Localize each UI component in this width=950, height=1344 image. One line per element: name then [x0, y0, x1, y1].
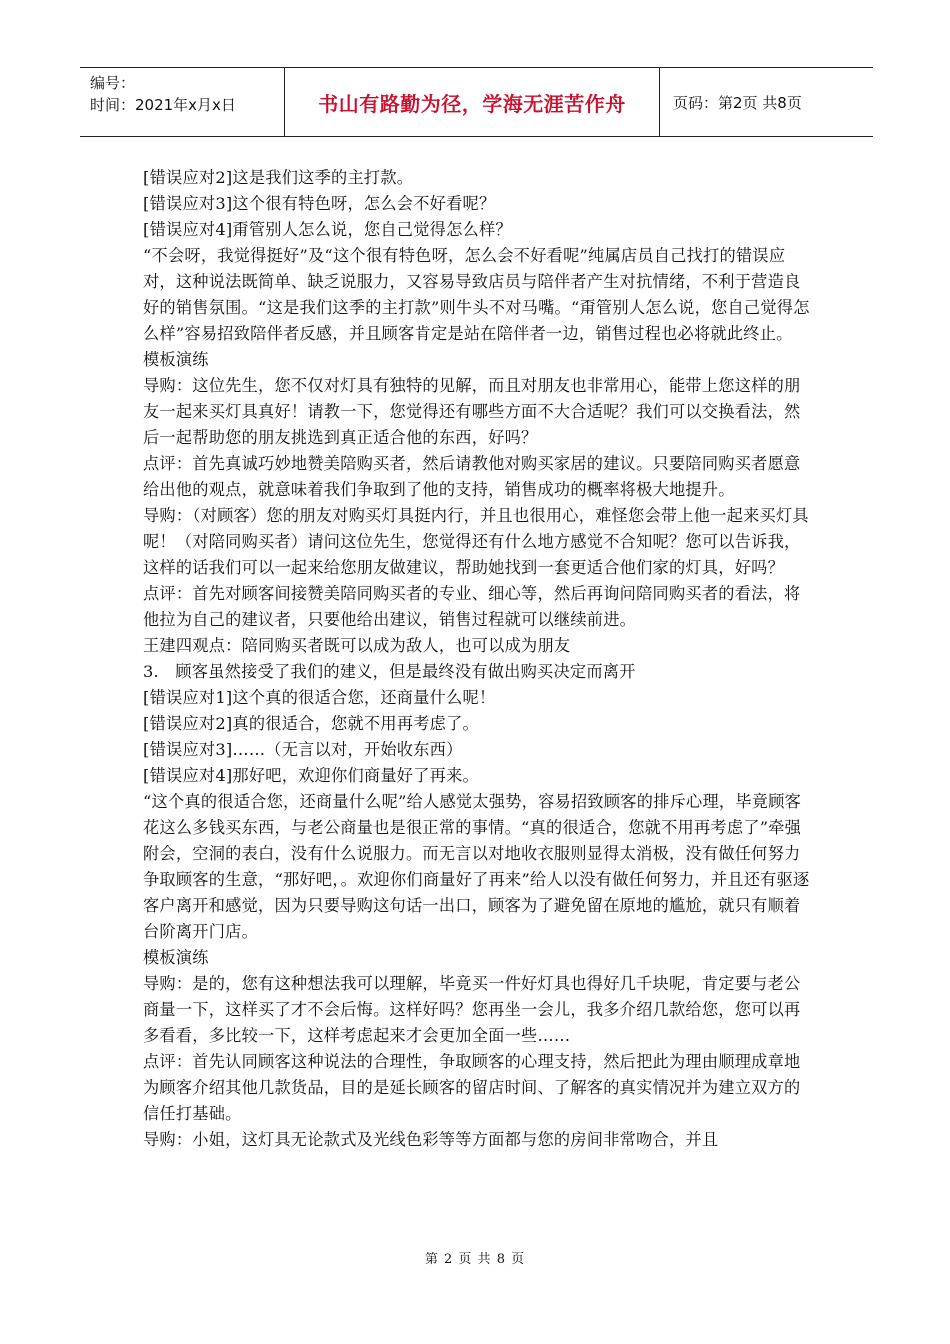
paragraph: [错误应对4]甭管别人怎么说，您自己觉得怎么样？	[143, 220, 512, 239]
paragraph: 导购：（对顾客）您的朋友对购买灯具挺内行，并且也很用心，难怪您会带上他一起来买灯具呢！（对陪同购买者）请问这位先生，您觉得还有什么地方感觉不合知呢？您可以告诉我，这样的话我们可以一起来给您朋友做建议，帮助她找到一套更适合他们家的灯具，好吗？	[143, 506, 809, 577]
paragraph: [错误应对4]那好吧，欢迎你们商量好了再来。	[143, 766, 479, 785]
paragraph: 导购：小姐，这灯具无论款式及光线色彩等等方面都与您的房间非常吻合，并且	[143, 1130, 719, 1149]
paragraph: “这个真的很适合您，还商量什么呢”给人感觉太强势，容易招致顾客的排斥心理，毕竟顾客花这么多钱买东西，与老公商量也是很正常的事情。“真的很适合，您就不用再考虑了”牵强附会，空洞的表白，没有什么说服力。而无言以对地收衣服则显得太消极，没有做任何努力争取顾客的生意，“那好吧，。欢迎你们商量好了再来”给人以没有做任何努力，并且还有驱逐客户离开和感觉，因为只要导购这句话一出口，顾客为了避免留在原地的尴尬，就只有顺着台阶离开门店。	[143, 792, 810, 941]
paragraph: “不会呀，我觉得挺好”及“这个很有特色呀，怎么会不好看呢”纯属店员自己找打的错误应对，这种说法既简单、缺乏说服力，又容易导致店员与陪伴者产生对抗情绪，不利于营造良好的销售氛围。“这是我们这季的主打款”则牛头不对马嘴。“甭管别人怎么说，您自己觉得怎么样”容易招致陪伴者反感，并且顾客肯定是站在陪伴者一边，销售过程也必将就此终止。	[143, 246, 810, 343]
header-meta	[80, 68, 285, 136]
section-heading: 模板演练	[143, 948, 209, 967]
paragraph: [错误应对1]这个真的很适合您，还商量什么呢！	[143, 688, 496, 707]
paragraph: 点评：首先对顾客间接赞美陪同购买者的专业、细心等，然后再询问陪同购买者的看法，将他拉为自己的建议者，只要他给出建议，销售过程就可以继续前进。	[143, 584, 801, 629]
paragraph: [错误应对2]真的很适合，您就不用再考虑了。	[143, 714, 479, 733]
page-footer: 第 2 页 共 8 页	[424, 1252, 526, 1267]
document-number-label: 编号：	[90, 74, 136, 92]
numbered-heading: 3. 顾客虽然接受了我们的建义，但是最终没有做出购买决定而离开	[143, 662, 636, 681]
header-motto: 书山有路勤为径，学海无涯苦作舟	[285, 68, 660, 136]
document-body	[143, 165, 815, 1153]
paragraph: 王建四观点：陪同购买者既可以成为敌人，也可以成为朋友	[143, 636, 571, 655]
page-header	[80, 67, 873, 137]
document-time-label: 时间：2021年x月x日	[90, 96, 236, 114]
header-page-label: 页码：第2页 共8页	[673, 93, 802, 112]
paragraph: 点评：首先认同顾客这种说法的合理性，争取顾客的心理支持，然后把此为理由顺理成章地为顾客介绍其他几款货品，目的是延长顾客的留店时间、了解客的真实情况并为建立双方的信任打基础。	[143, 1052, 801, 1123]
paragraph: 点评：首先真诚巧妙地赞美陪购买者，然后请教他对购买家居的建议。只要陪同购买者愿意给出他的观点，就意味着我们争取到了他的支持，销售成功的概率将极大地提升。	[143, 454, 801, 499]
paragraph: [错误应对3]这个很有特色呀，怎么会不好看呢？	[143, 194, 496, 213]
paragraph: [错误应对3]……（无言以对，开始收东西）	[143, 740, 463, 759]
section-heading: 模板演练	[143, 350, 209, 369]
paragraph: 导购：是的，您有这种想法我可以理解，毕竟买一件好灯具也得好几千块呢，肯定要与老公商量一下，这样买了才不会后悔。这样好吗？您再坐一会儿，我多介绍几款给您，您可以再多看看，多比较一下，这样考虑起来才会更加全面一些……	[143, 974, 801, 1045]
paragraph: [错误应对2]这是我们这季的主打款。	[143, 168, 414, 187]
paragraph: 导购：这位先生，您不仅对灯具有独特的见解，而且对朋友也非常用心，能带上您这样的朋友一起来买灯具真好！请教一下，您觉得还有哪些方面不大合适呢？我们可以交换看法，然后一起帮助您的朋友挑选到真正适合他的东西，好吗？	[143, 376, 801, 447]
